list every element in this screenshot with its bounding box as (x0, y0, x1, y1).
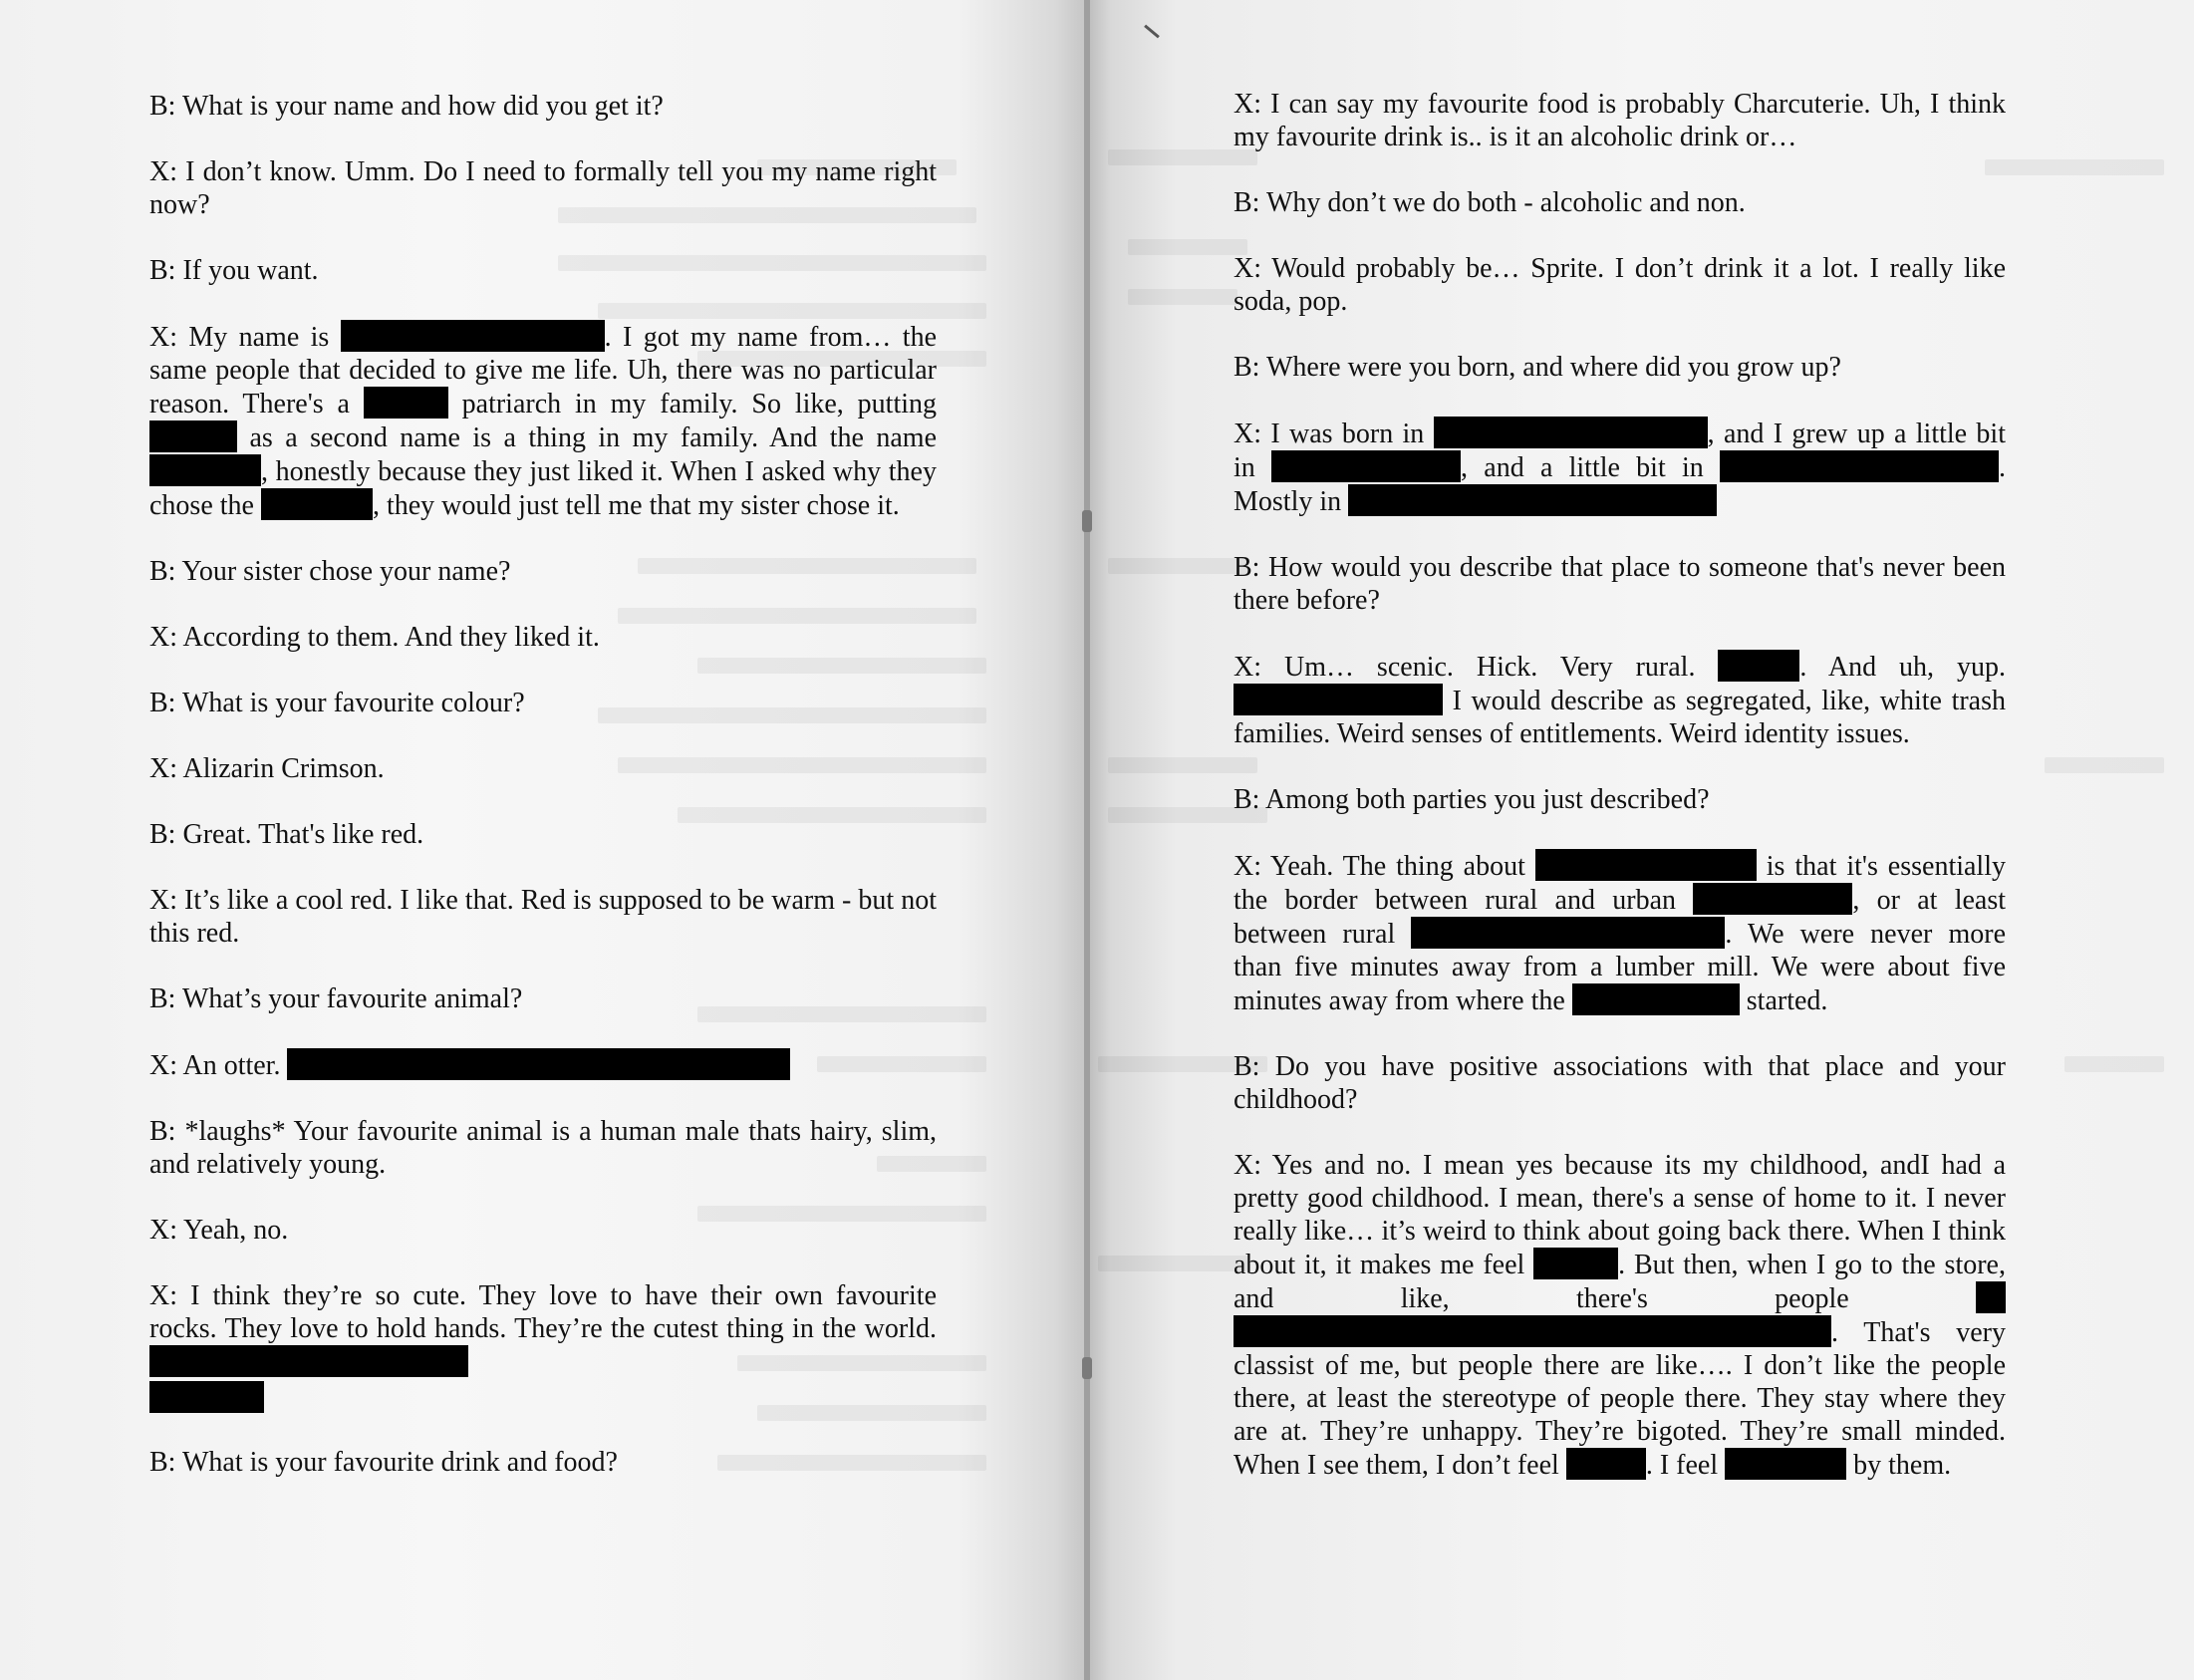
dialogue-text: as a second name is a thing in my family. And the name (237, 422, 937, 453)
speaker-label: B: (1234, 552, 1260, 583)
redaction-bar (364, 387, 448, 419)
redaction-bar (1693, 883, 1852, 915)
redaction-bar (1234, 684, 1443, 715)
speaker-label: B: (1234, 1051, 1260, 1082)
dialogue-paragraph (149, 687, 937, 719)
redaction-bar (1434, 417, 1708, 448)
dialogue-paragraph (149, 254, 937, 287)
dialogue-text: Your sister chose your name? (181, 556, 511, 587)
speaker-label: B: (149, 255, 176, 286)
dialogue-text: My name is (188, 322, 341, 353)
right-interview-column (1234, 88, 2006, 1515)
dialogue-paragraph (1234, 1149, 2006, 1482)
left-page (0, 0, 1088, 1680)
book-gutter (1084, 0, 1090, 1680)
speaker-label: X: (149, 1280, 177, 1311)
dialogue-paragraph (1234, 1050, 2006, 1116)
redaction-bar (149, 1381, 264, 1413)
dialogue-text: Why don’t we do both - alcoholic and non. (1265, 187, 1746, 218)
dialogue-text: Where were you born, and where did you grow up? (1265, 352, 1841, 383)
speaker-label: B: (149, 819, 176, 850)
dialogue-text: . I feel (1645, 1450, 1726, 1481)
dialogue-paragraph (149, 884, 937, 950)
dialogue-text: If you want. (182, 255, 319, 286)
dialogue-text: Do you have positive associations with that place and your childhood? (1234, 1051, 2006, 1115)
speaker-label: X: (1234, 419, 1261, 449)
redaction-bar (1720, 450, 1999, 482)
dialogue-text: I can say my favourite food is probably Charcuterie. Uh, I think my favourite drink is.. is it an alcoholic drink or… (1234, 89, 2007, 152)
dialogue-paragraph (149, 1446, 937, 1479)
dialogue-paragraph (1234, 88, 2006, 153)
dialogue-text: . Mostly in (1234, 452, 2006, 517)
redaction-bar (1976, 1281, 2006, 1313)
speaker-label: X: (1234, 851, 1261, 882)
redaction-bar (1411, 917, 1725, 949)
speaker-label: X: (1234, 253, 1261, 284)
speaker-label: X: (149, 1215, 177, 1246)
left-interview-column (149, 90, 937, 1512)
staple (1082, 510, 1092, 532)
dialogue-text: What is your favourite colour? (181, 688, 525, 718)
staple (1082, 1357, 1092, 1379)
dialogue-paragraph (1234, 849, 2006, 1017)
dialogue-text: *laughs* Your favourite animal is a human male thats hairy, slim, and relatively young. (149, 1116, 938, 1180)
redaction-bar (1572, 983, 1740, 1015)
dialogue-text: by them. (1846, 1450, 1952, 1481)
dialogue-text: , or at least between rural (1234, 885, 2007, 950)
dialogue-text: . We were never more than five minutes away from a lumber mill. We were about five minutes away from where the (1234, 919, 2007, 1016)
dialogue-text: . I got my name from… the same people that decided to give me life. Uh, there was no particular reason. There's a (149, 322, 937, 420)
dialogue-text: . That's very classist of me, but people there are like…. I don’t like the people there, at least the stereotype of people there. They stay where they are at. They’re unhappy. They’re bigoted. They’re small minded. When I see them, I don’t feel (1234, 1317, 2006, 1481)
dialogue-paragraph (1234, 417, 2006, 518)
redaction-bar (1566, 1448, 1646, 1480)
speaker-label: X: (149, 1050, 177, 1081)
dialogue-text: How would you describe that place to someone that's never been there before? (1234, 552, 2007, 616)
speaker-label: X: (149, 322, 177, 353)
dialogue-paragraph (149, 1214, 937, 1247)
dialogue-text: Um… scenic. Hick. Very rural. (1283, 652, 1719, 683)
dialogue-paragraph (149, 1279, 937, 1413)
speaker-label: B: (1234, 187, 1260, 218)
dialogue-paragraph (149, 982, 937, 1015)
redaction-bar (341, 320, 605, 352)
dialogue-text: is that it's essentially the border between rural and urban (1234, 851, 2006, 916)
speaker-label: B: (1234, 352, 1260, 383)
dialogue-text: What is your favourite drink and food? (181, 1447, 618, 1478)
speaker-label: X: (1234, 652, 1261, 683)
dialogue-text: What is your name and how did you get it? (181, 91, 664, 122)
dialogue-text: I don’t know. Umm. Do I need to formally tell you my name right now? (149, 156, 938, 220)
speaker-label: B: (149, 1116, 176, 1147)
dialogue-paragraph (1234, 551, 2006, 617)
redaction-bar (1718, 650, 1799, 682)
dialogue-text: , and a little bit in (1461, 452, 1720, 483)
dialogue-paragraph (1234, 186, 2006, 219)
dialogue-paragraph (1234, 650, 2006, 750)
dialogue-paragraph (1234, 351, 2006, 384)
dialogue-paragraph (149, 320, 937, 522)
dialogue-paragraph (149, 90, 937, 123)
dialogue-text: It’s like a cool red. I like that. Red is supposed to be warm - but not this red. (149, 885, 937, 949)
redaction-bar (1535, 849, 1757, 881)
dialogue-paragraph (149, 155, 937, 221)
speaker-label: X: (1234, 1150, 1261, 1181)
redaction-bar (149, 454, 261, 486)
redaction-bar (1725, 1448, 1846, 1480)
dialogue-paragraph (1234, 252, 2006, 318)
dialogue-paragraph (1234, 783, 2006, 816)
speaker-label: B: (149, 688, 176, 718)
redaction-bar (287, 1048, 790, 1080)
dialogue-text: , they would just tell me that my sister chose it. (372, 490, 900, 521)
dialogue-text: , honestly because they just liked it. When I asked why they chose the (149, 456, 937, 521)
dialogue-paragraph (149, 752, 937, 785)
dialogue-text: started. (1739, 985, 1828, 1016)
speaker-label: X: (149, 753, 177, 784)
speaker-label: B: (149, 1447, 176, 1478)
redaction-bar (149, 420, 237, 452)
dialogue-text: I was born in (1270, 419, 1434, 449)
dialogue-text: Yes and no. I mean yes because its my childhood, andI had a pretty good childhood. I mean, there's a sense of home to it. I never really like… it’s weird to think about going back there. When I think about it, it makes me feel (1234, 1150, 2006, 1280)
speaker-label: B: (149, 91, 176, 122)
dialogue-text: Yeah. The thing about (1269, 851, 1535, 882)
speaker-label: B: (149, 983, 176, 1014)
dialogue-paragraph (149, 1048, 937, 1082)
dialogue-text: An otter. (182, 1050, 288, 1081)
dialogue-paragraph (149, 621, 937, 654)
redaction-bar (1234, 1315, 1831, 1347)
dialogue-paragraph (149, 555, 937, 588)
dialogue-text: . And uh, yup. (1799, 652, 2006, 683)
speaker-label: X: (149, 156, 177, 187)
speaker-label: B: (149, 556, 176, 587)
dialogue-text: Among both parties you just described? (1264, 784, 1710, 815)
redaction-bar (1348, 484, 1717, 516)
dialogue-paragraph (149, 818, 937, 851)
speaker-label: X: (1234, 89, 1261, 120)
dialogue-text: I think they’re so cute. They love to have their own favourite rocks. They love to hold hands. They’re the cutest thing in the world. (149, 1280, 937, 1344)
speaker-label: X: (149, 622, 177, 653)
dialogue-text: Yeah, no. (182, 1215, 289, 1246)
speaker-label: X: (149, 885, 177, 916)
dialogue-text: What’s your favourite animal? (181, 983, 523, 1014)
dialogue-text: According to them. And they liked it. (182, 622, 600, 653)
redaction-bar (149, 1345, 468, 1377)
redaction-bar (1271, 450, 1461, 482)
dialogue-text: Great. That's like red. (182, 819, 424, 850)
dialogue-text: , and I grew up a little bit in (1234, 419, 2006, 483)
redaction-bar (261, 488, 373, 520)
dialogue-paragraph (149, 1115, 937, 1181)
dialogue-text: patriarch in my family. So like, putting (447, 389, 937, 420)
dialogue-text: Alizarin Crimson. (182, 753, 385, 784)
dialogue-text: I would describe as segregated, like, white trash families. Weird senses of entitlements. Weird identity issues. (1234, 686, 2006, 749)
redaction-bar (1533, 1248, 1618, 1279)
dialogue-text: . But then, when I go to the store, and like, there's people (1234, 1250, 2006, 1314)
speaker-label: B: (1234, 784, 1260, 815)
dialogue-text: Would probably be… Sprite. I don’t drink it a lot. I really like soda, pop. (1234, 253, 2006, 317)
paper-mark (1144, 25, 1160, 39)
